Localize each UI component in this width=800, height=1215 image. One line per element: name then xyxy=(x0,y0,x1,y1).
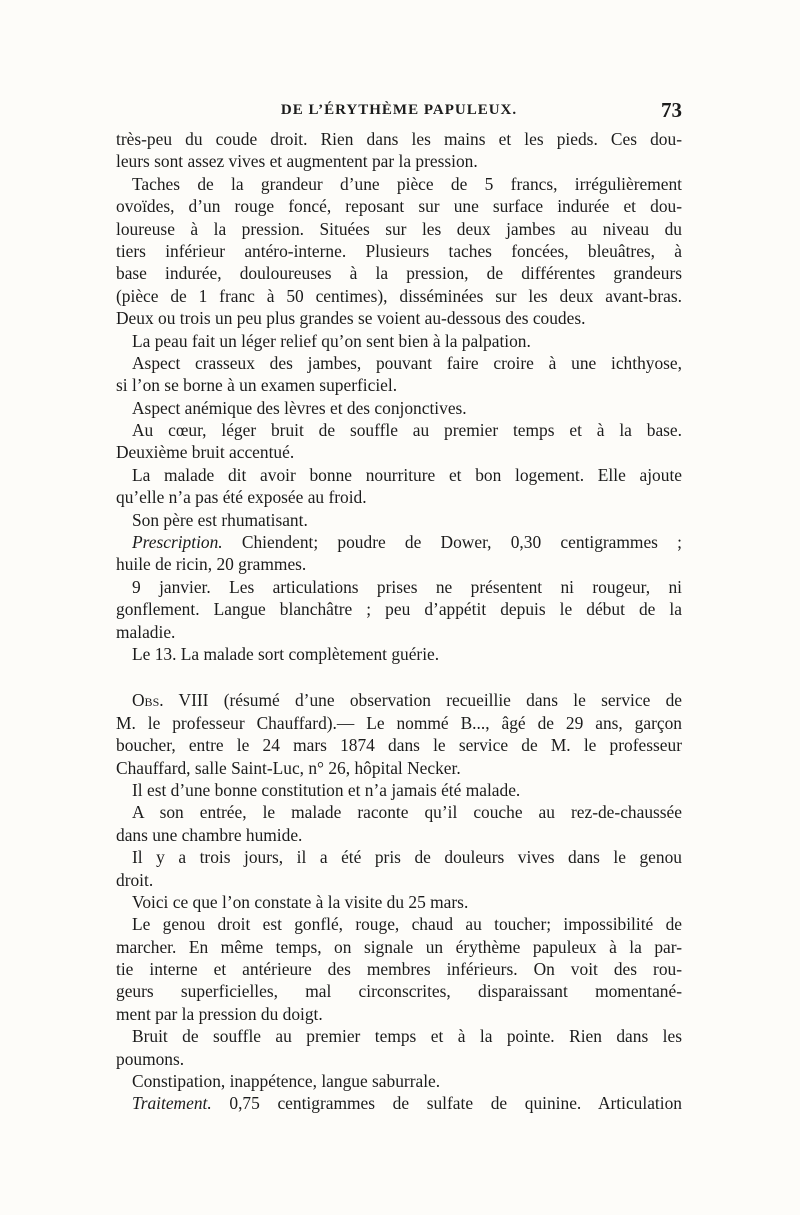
text-line: boucher, entre le 24 mars 1874 dans le service de M. le professeur xyxy=(116,735,682,756)
text-line: Deuxième bruit accentué. xyxy=(116,442,295,463)
text-line: Chauffard, salle Saint-Luc, n° 26, hôpital Necker. xyxy=(116,757,461,778)
text-line: Son père est rhumatisant. xyxy=(132,509,308,530)
traitement-label: Traitement. xyxy=(132,1093,212,1114)
text-line: geurs superficielles, mal circonscrites, disparaissant momentané- xyxy=(116,981,682,1002)
text-line: droit. xyxy=(116,869,154,890)
text-line: très-peu du coude droit. Rien dans les mains et les pieds. Ces dou- xyxy=(116,129,682,149)
text-line: Il y a trois jours, il a été pris de douleurs vives dans le genou xyxy=(132,847,682,868)
page-header xyxy=(116,98,682,128)
text-line: poumons. xyxy=(116,1048,185,1069)
text-line: Le 13. La malade sort complètement guérie. xyxy=(132,643,440,664)
text-line: dans une chambre humide. xyxy=(116,824,303,845)
text-line: VIII (résumé d’une observation recueillie dans le service de xyxy=(178,690,682,711)
obs-label: Obs. xyxy=(132,690,164,711)
text-line: La malade dit avoir bonne nourriture et bon logement. Elle ajoute xyxy=(132,464,682,485)
treatment-line xyxy=(116,1092,682,1114)
body-text xyxy=(116,128,682,1115)
text-line: maladie. xyxy=(116,621,176,642)
text-line: Bruit de souffle au premier temps et à la pointe. Rien dans les xyxy=(132,1026,682,1047)
text-line: ovoïdes, d’un rouge foncé, reposant sur une surface indurée et dou- xyxy=(116,196,682,217)
text-line: La peau fait un léger relief qu’on sent bien à la palpation. xyxy=(132,330,531,351)
text-line: Aspect anémique des lèvres et des conjonctives. xyxy=(132,397,467,418)
text-line: ment par la pression du doigt. xyxy=(116,1003,323,1024)
page-number: 73 xyxy=(661,98,682,122)
text-line: marcher. En même temps, on signale un érythème papuleux à la par- xyxy=(116,936,682,957)
text-line: tiers inférieur antéro-interne. Plusieurs taches foncées, bleuâtres, à xyxy=(116,240,682,261)
text-line: Il est d’une bonne constitution et n’a jamais été malade. xyxy=(132,779,521,800)
prescription-label: Prescription. xyxy=(132,532,223,553)
text-line: Au cœur, léger bruit de souffle au premier temps et à la base. xyxy=(132,420,682,441)
text-line: tie interne et antérieure des membres inférieurs. On voit des rou- xyxy=(116,959,682,980)
text-line: Voici ce que l’on constate à la visite du 25 mars. xyxy=(132,891,469,912)
text-line: loureuse à la pression. Situées sur les deux jambes au niveau du xyxy=(116,218,682,239)
text-line: (pièce de 1 franc à 50 centimes), disséminées sur les deux avant-bras. xyxy=(116,285,682,306)
text-line: gonflement. Langue blanchâtre ; peu d’appétit depuis le début de la xyxy=(116,599,682,620)
text-line: base indurée, douloureuses à la pression, de différentes grandeurs xyxy=(116,263,682,284)
text-line: Aspect crasseux des jambes, pouvant faire croire à une ichthyose, xyxy=(132,352,682,373)
text-line: 0,75 centigrammes de sulfate de quinine. Articulation xyxy=(229,1093,682,1114)
text-line: Deux ou trois un peu plus grandes se voient au-dessous des coudes. xyxy=(116,308,586,329)
text-line: Taches de la grandeur d’une pièce de 5 francs, irrégulièrement xyxy=(132,173,682,194)
running-title: DE L’ÉRYTHÈME PAPULEUX. xyxy=(280,102,518,118)
text-line: leurs sont assez vives et augmentent par la pression. xyxy=(116,151,478,172)
text-line: qu’elle n’a pas été exposée au froid. xyxy=(116,487,367,508)
section-gap xyxy=(116,665,682,689)
text-line: M. le professeur Chauffard).— Le nommé B..., âgé de 29 ans, garçon xyxy=(116,712,682,733)
text-line: Chiendent; poudre de Dower, 0,30 centigrammes ; xyxy=(241,532,682,553)
text-line: huile de ricin, 20 grammes. xyxy=(116,554,307,575)
observation-heading-line xyxy=(116,689,682,711)
text-line: Constipation, inappétence, langue saburrale. xyxy=(132,1071,441,1092)
text-line: A son entrée, le malade raconte qu’il couche au rez-de-chaussée xyxy=(132,802,682,823)
text-line: Le genou droit est gonflé, rouge, chaud au toucher; impossibilité de xyxy=(132,914,682,935)
text-line: si l’on se borne à un examen superficiel. xyxy=(116,375,398,396)
text-line: 9 janvier. Les articulations prises ne présentent ni rougeur, ni xyxy=(132,576,682,597)
prescription-line xyxy=(116,531,682,553)
